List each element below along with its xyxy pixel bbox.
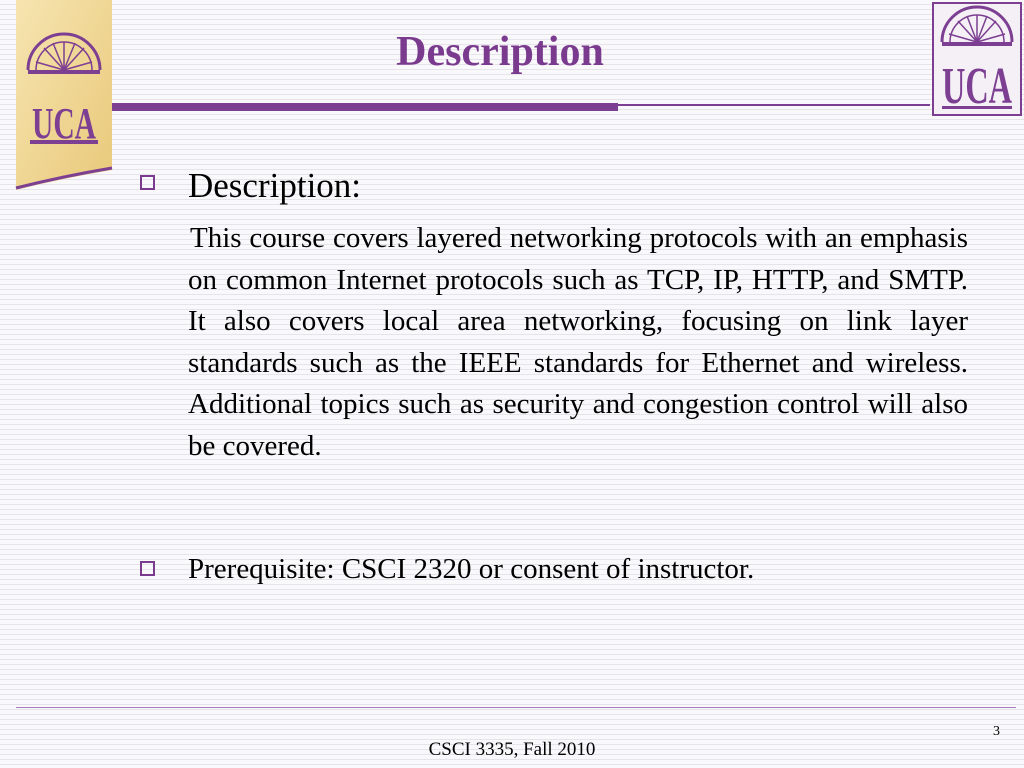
slide-title: Description <box>396 29 604 75</box>
uca-logo-left <box>16 0 112 190</box>
prerequisite-text: Prerequisite: CSCI 2320 or consent of instructor. <box>188 553 755 585</box>
footer-text: CSCI 3335, Fall 2010 <box>428 739 596 760</box>
course-description-text: This course covers layered networking protocols with an emphasis on common Internet protocols such as TCP, IP, HTTP, and SMTP. It also covers local area networking, focusing on link layer standards such as the IEEE standards for Ethernet and wireless. Additional topics such as security and congestion control will also be covered. <box>188 222 968 462</box>
hollow-square-bullet-icon <box>140 175 155 190</box>
logo-text: UCA <box>32 99 97 148</box>
title-divider-thin <box>618 104 930 106</box>
bullet-heading: Description: <box>188 166 362 205</box>
hollow-square-bullet-icon <box>140 561 155 576</box>
title-divider <box>112 103 618 111</box>
uca-logo-right <box>932 2 1022 116</box>
footer-divider <box>16 707 1016 708</box>
page-number: 3 <box>993 724 1000 739</box>
logo-text: UCA <box>942 58 1013 115</box>
